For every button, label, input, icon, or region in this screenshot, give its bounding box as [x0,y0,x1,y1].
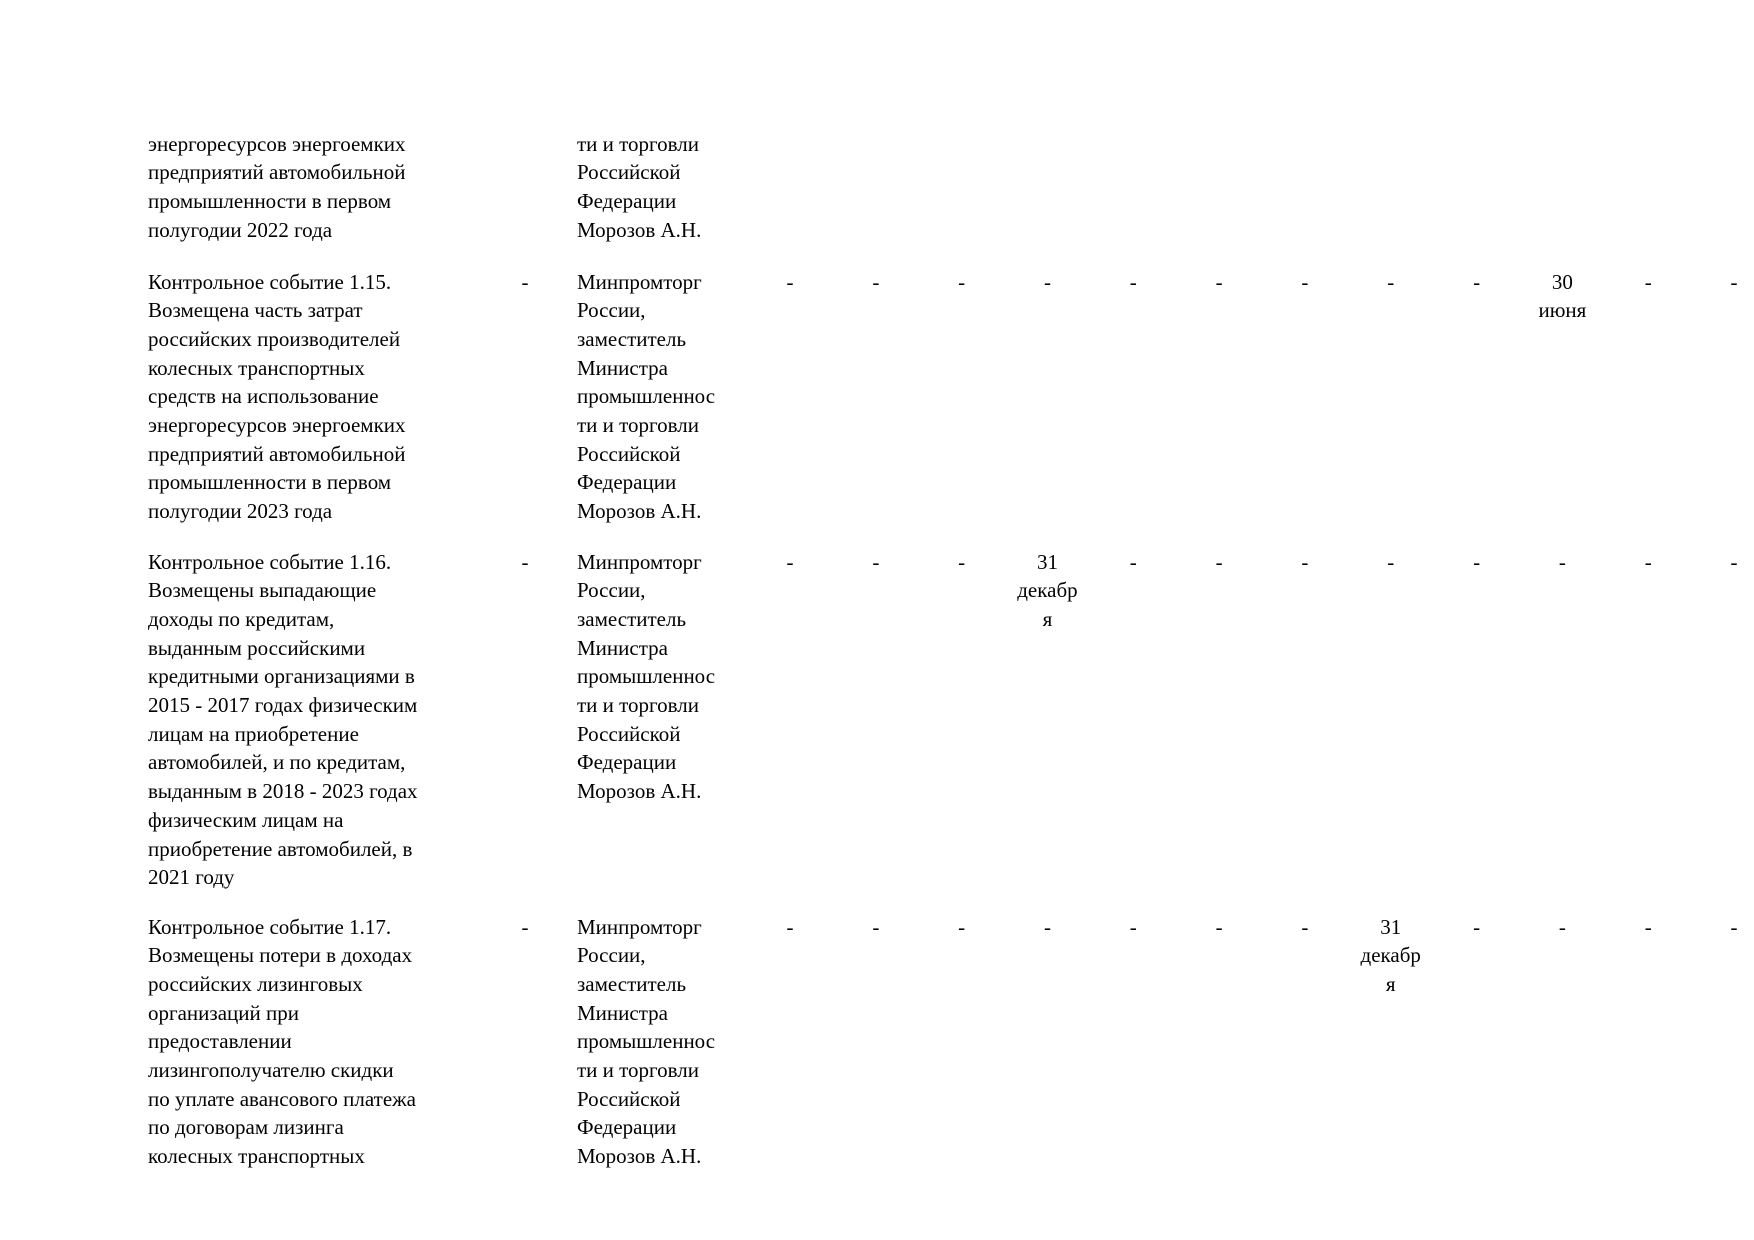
period-cell [919,548,1005,577]
period-dash: - [1730,269,1738,294]
event-description-line: по договорам лизинга [148,1115,344,1140]
event-description-line: выданным в 2018 - 2023 годах [148,779,418,804]
period-cell [1691,268,1754,297]
event-description-line: предоставлении [148,1029,292,1054]
event-description-line: физическим лицам на [148,807,344,832]
event-description-line: промышленности в первом [148,470,392,495]
event-description-line: выданным российскими [148,635,366,660]
period-cell [833,548,919,577]
period-cell [1434,268,1520,297]
period-dash: - [958,549,966,574]
executor-cell [577,913,743,1171]
period-cell [1176,548,1262,577]
executor-line: Минпромторг [577,914,702,939]
event-description-line: предприятий автомобильной [148,441,406,466]
executor-line: промышленнос [577,1029,716,1054]
event-description-cell [148,130,500,245]
period-dash: - [1129,549,1137,574]
period-date-line: декабр [1360,943,1421,968]
executor-line: Российской [577,1086,681,1111]
period-cell [1348,913,1434,999]
period-cell [1434,548,1520,577]
period-cell [1090,268,1176,297]
event-description-line: Возмещены потери в доходах [148,943,413,968]
event-description-line: Возмещены выпадающие [148,578,377,603]
period-date-line: 31 [1036,549,1058,574]
period-dash: - [958,914,966,939]
period-date-line: декабр [1017,578,1078,603]
separator-dash: - [521,269,529,294]
period-cell [919,268,1005,297]
executor-line: ти и торговли [577,131,700,156]
period-cell [1691,913,1754,942]
period-date-line: июня [1538,298,1587,323]
period-dash: - [1301,914,1309,939]
executor-line: Морозов А.Н. [577,217,702,242]
executor-line: Федерации [577,188,677,213]
period-date-line: 30 [1551,269,1573,294]
period-date-line: я [1042,606,1053,631]
separator-cell [490,268,560,297]
period-dash: - [1473,269,1481,294]
executor-line: заместитель [577,606,687,631]
executor-line: ти и торговли [577,693,700,718]
period-dash: - [1730,914,1738,939]
period-cell [833,913,919,942]
period-dash: - [1043,269,1051,294]
period-dash: - [1387,269,1395,294]
executor-line: заместитель [577,326,687,351]
period-dash: - [1644,549,1652,574]
event-description-line: энергоресурсов энергоемких [148,413,406,438]
period-dash: - [1387,549,1395,574]
period-cell [1176,268,1262,297]
executor-line: Министра [577,635,668,660]
executor-cell [577,268,743,526]
executor-line: Морозов А.Н. [577,779,702,804]
separator-dash: - [521,914,529,939]
separator-cell [490,913,560,942]
event-description-line: лицам на приобретение [148,721,359,746]
executor-line: России, [577,298,646,323]
executor-line: Российской [577,441,681,466]
period-cell [833,268,919,297]
period-cell [747,268,833,297]
event-description-line: средств на использование [148,384,379,409]
executor-line: Федерации [577,1115,677,1140]
event-description-cell [148,268,500,526]
period-dash: - [1301,269,1309,294]
event-description-line: 2015 - 2017 годах физическим [148,693,418,718]
executor-line: Министра [577,1000,668,1025]
event-description-line: российских лизинговых [148,971,363,996]
executor-line: России, [577,943,646,968]
period-cell [1519,548,1605,577]
period-dash: - [958,269,966,294]
executor-line: промышленнос [577,664,716,689]
event-description-line: организаций при [148,1000,299,1025]
period-dash: - [1129,269,1137,294]
executor-line: Министра [577,355,668,380]
executor-line: Федерации [577,750,677,775]
event-description-line: по уплате авансового платежа [148,1086,417,1111]
period-dash: - [1644,269,1652,294]
event-description-line: полугодии 2022 года [148,217,333,242]
period-cell [747,548,833,577]
event-description-cell [148,913,500,1171]
event-description-line: доходы по кредитам, [148,606,335,631]
period-cell [1605,548,1691,577]
event-description-line: полугодии 2023 года [148,499,333,524]
event-description-line: колесных транспортных [148,355,365,380]
executor-line: Минпромторг [577,549,702,574]
period-dash: - [1473,914,1481,939]
period-cell [1348,548,1434,577]
executor-line: Федерации [577,470,677,495]
period-cell [1519,913,1605,942]
period-dash: - [1215,269,1223,294]
period-cell [1005,548,1091,634]
period-dash: - [786,269,794,294]
event-description-line: колесных транспортных [148,1144,365,1169]
period-cell [919,913,1005,942]
period-cell [1691,548,1754,577]
period-dash: - [786,549,794,574]
executor-line: России, [577,578,646,603]
event-description-line: Возмещена часть затрат [148,298,363,323]
executor-line: ти и торговли [577,413,700,438]
event-description-line: энергоресурсов энергоемких [148,131,406,156]
event-description-line: российских производителей [148,326,401,351]
period-cell [1090,913,1176,942]
period-dash: - [786,914,794,939]
separator-dash: - [521,549,529,574]
period-dash: - [1730,549,1738,574]
executor-line: Российской [577,721,681,746]
period-cell [1348,268,1434,297]
executor-line: Российской [577,160,681,185]
period-cell [1005,913,1091,942]
executor-line: ти и торговли [577,1058,700,1083]
period-date-line: я [1385,971,1396,996]
executor-line: промышленнос [577,384,716,409]
period-date-line: 31 [1380,914,1402,939]
period-dash: - [1301,549,1309,574]
period-cell [1176,913,1262,942]
period-cell [1090,548,1176,577]
period-cell [1605,913,1691,942]
event-description-line: промышленности в первом [148,188,392,213]
period-dash: - [872,269,880,294]
period-dash: - [1043,914,1051,939]
event-description-line: приобретение автомобилей, в [148,836,413,861]
period-cell [1434,913,1520,942]
period-dash: - [872,914,880,939]
event-description-line: Контрольное событие 1.17. [148,914,392,939]
event-description-line: Контрольное событие 1.15. [148,269,392,294]
executor-line: Минпромторг [577,269,702,294]
period-dash: - [872,549,880,574]
executor-line: заместитель [577,971,687,996]
period-cell [1605,268,1691,297]
event-description-line: автомобилей, и по кредитам, [148,750,406,775]
period-dash: - [1644,914,1652,939]
period-dash: - [1215,549,1223,574]
period-dash: - [1473,549,1481,574]
period-cell [1262,548,1348,577]
period-cell [747,913,833,942]
executor-line: Морозов А.Н. [577,499,702,524]
period-cell [1262,913,1348,942]
period-dash: - [1558,914,1566,939]
executor-cell [577,130,743,245]
event-description-line: предприятий автомобильной [148,160,406,185]
executor-cell [577,548,743,806]
event-description-line: Контрольное событие 1.16. [148,549,392,574]
executor-line: Морозов А.Н. [577,1144,702,1169]
period-cell [1519,268,1605,325]
event-description-line: лизингополучателю скидки [148,1058,394,1083]
period-dash: - [1558,549,1566,574]
event-description-cell [148,548,500,892]
period-cell [1005,268,1091,297]
period-cell [1262,268,1348,297]
period-dash: - [1215,914,1223,939]
period-dash: - [1129,914,1137,939]
event-description-line: кредитными организациями в [148,664,415,689]
event-description-line: 2021 году [148,865,235,890]
separator-cell [490,548,560,577]
